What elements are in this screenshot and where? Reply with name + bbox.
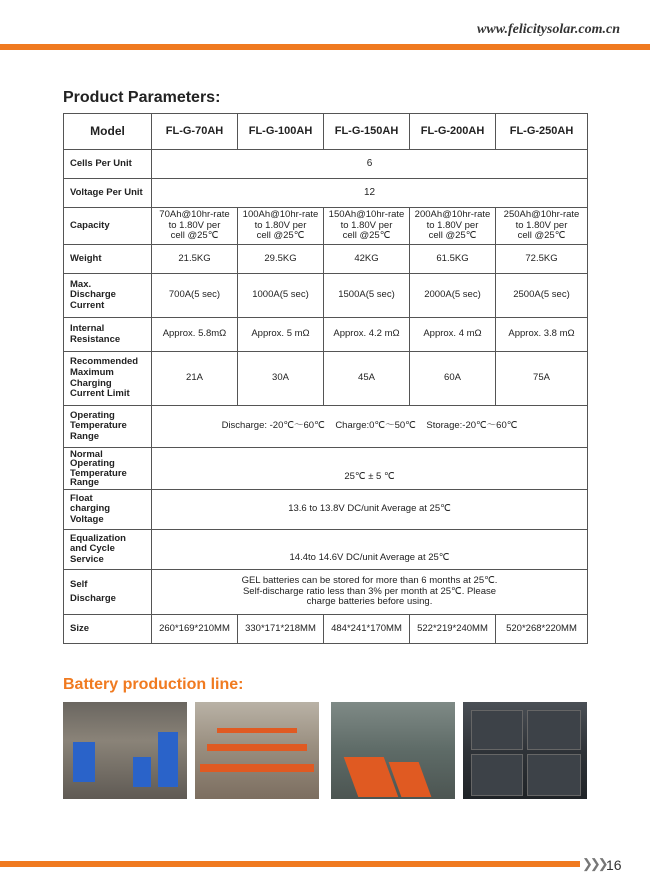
table-row <box>64 448 588 490</box>
cell-line: to 1.80V per <box>426 219 479 231</box>
model-name: FL-G-150AH <box>324 114 410 150</box>
page-number: 16 <box>606 857 622 873</box>
row-label: Cells Per Unit <box>64 150 152 179</box>
charging-cell: 60A <box>410 352 496 406</box>
cell-line: 150Ah@10hr-rate <box>328 209 405 221</box>
cell-line: to 1.80V per <box>168 219 221 231</box>
cell-line: 200Ah@10hr-rate <box>414 209 491 221</box>
cell-line: cell @25℃ <box>517 230 566 242</box>
model-name: FL-G-100AH <box>238 114 324 150</box>
label-line: charging <box>70 503 111 515</box>
model-name: FL-G-70AH <box>152 114 238 150</box>
label-line: Internal <box>70 322 105 334</box>
row-label <box>64 318 152 352</box>
table-row <box>64 274 588 318</box>
row-label <box>64 352 152 406</box>
size-cell: 260*169*210MM <box>152 615 238 644</box>
discharge-cell: 2000A(5 sec) <box>410 274 496 318</box>
cell-line: cell @25℃ <box>256 230 305 242</box>
resistance-cell: Approx. 3.8 mΩ <box>496 318 588 352</box>
factory-photo-assembly-line <box>195 702 319 799</box>
resistance-cell: Approx. 4.2 mΩ <box>324 318 410 352</box>
label-line: Resistance <box>70 333 121 345</box>
voltage-per-unit-value: 12 <box>152 179 588 208</box>
note-line: GEL batteries can be stored for more than 6 months at 25℃. <box>241 575 498 587</box>
row-label: Weight <box>64 245 152 274</box>
factory-photo-workers <box>63 702 187 799</box>
normal-temperature-value: 25℃ ± 5 ℃ <box>152 448 588 490</box>
cell-line: 70Ah@10hr-rate <box>159 209 230 221</box>
row-label: Voltage Per Unit <box>64 179 152 208</box>
label-line: Operating <box>70 409 115 421</box>
table-row <box>64 245 588 274</box>
weight-cell: 21.5KG <box>152 245 238 274</box>
operating-temperature-value: Discharge: -20℃～60℃ Charge:0℃～50℃ Storage:-20℃～60℃ <box>152 406 588 448</box>
table-row <box>64 114 588 150</box>
resistance-cell: Approx. 5.8mΩ <box>152 318 238 352</box>
cell-line: to 1.80V per <box>340 219 393 231</box>
label-line: Current Limit <box>70 388 130 400</box>
resistance-cell: Approx. 4 mΩ <box>410 318 496 352</box>
cell-line: 250Ah@10hr-rate <box>503 209 580 221</box>
model-name: FL-G-250AH <box>496 114 588 150</box>
table-row <box>64 318 588 352</box>
cell-line: to 1.80V per <box>254 219 307 231</box>
label-line: Charging <box>70 377 112 389</box>
product-parameters-table <box>63 113 588 644</box>
bottom-accent-bar <box>0 861 580 867</box>
label-line: Max. <box>70 278 92 290</box>
label-line: and Cycle <box>70 543 115 555</box>
model-name: FL-G-200AH <box>410 114 496 150</box>
table-row <box>64 615 588 644</box>
float-charging-value: 13.6 to 13.8V DC/unit Average at 25℃ <box>152 490 588 530</box>
label-line: Float <box>70 492 93 504</box>
table-row <box>64 570 588 615</box>
label-line: Discharge <box>70 289 116 301</box>
table-row <box>64 406 588 448</box>
label-line: Recommended <box>70 356 139 368</box>
charging-cell: 75A <box>496 352 588 406</box>
table-row <box>64 530 588 570</box>
size-cell: 330*171*218MM <box>238 615 324 644</box>
row-label: Capacity <box>64 208 152 245</box>
factory-photo-conveyor <box>331 702 455 799</box>
label-line: Operating <box>70 458 115 469</box>
charging-cell: 21A <box>152 352 238 406</box>
weight-cell: 72.5KG <box>496 245 588 274</box>
capacity-cell <box>324 208 410 245</box>
discharge-cell: 2500A(5 sec) <box>496 274 588 318</box>
row-label <box>64 530 152 570</box>
label-line: Normal <box>70 448 103 460</box>
size-cell: 522*219*240MM <box>410 615 496 644</box>
website-url: www.felicitysolar.com.cn <box>477 22 620 37</box>
weight-cell: 29.5KG <box>238 245 324 274</box>
factory-photo-batteries <box>463 702 587 799</box>
label-line: Current <box>70 299 105 311</box>
size-cell: 520*268*220MM <box>496 615 588 644</box>
table-row <box>64 208 588 245</box>
cell-line: 100Ah@10hr-rate <box>242 209 319 221</box>
label-line: Service <box>70 553 104 565</box>
note-line: charge batteries before using. <box>306 596 433 608</box>
capacity-cell <box>410 208 496 245</box>
self-discharge-value <box>152 570 588 615</box>
row-label <box>64 490 152 530</box>
note-line: Self-discharge ratio less than 3% per month at 25℃. Please <box>242 585 497 597</box>
chevrons-icon: ❯❯❯ <box>582 856 606 871</box>
weight-cell: 61.5KG <box>410 245 496 274</box>
row-label: Size <box>64 615 152 644</box>
cell-line: cell @25℃ <box>170 230 219 242</box>
table-row <box>64 150 588 179</box>
label-line: Self <box>70 578 88 590</box>
label-line: Maximum <box>70 366 114 378</box>
capacity-cell <box>152 208 238 245</box>
cell-line: cell @25℃ <box>428 230 477 242</box>
label-line: Temperature <box>70 420 127 432</box>
discharge-cell: 1500A(5 sec) <box>324 274 410 318</box>
row-label <box>64 448 152 490</box>
top-accent-bar <box>0 44 650 50</box>
label-line: Discharge <box>70 592 116 604</box>
cell-line: cell @25℃ <box>342 230 391 242</box>
size-cell: 484*241*170MM <box>324 615 410 644</box>
charging-cell: 45A <box>324 352 410 406</box>
production-line-title: Battery production line: <box>63 676 244 693</box>
label-line: Voltage <box>70 513 104 525</box>
row-label <box>64 406 152 448</box>
label-line: Range <box>70 430 100 442</box>
weight-cell: 42KG <box>324 245 410 274</box>
row-label <box>64 570 152 615</box>
table-row <box>64 352 588 406</box>
capacity-cell <box>496 208 588 245</box>
table-row <box>64 179 588 208</box>
row-label <box>64 274 152 318</box>
cells-per-unit-value: 6 <box>152 150 588 179</box>
label-line: Range <box>70 477 100 488</box>
label-line: Temperature <box>70 467 127 479</box>
label-line: Equalization <box>70 532 126 544</box>
discharge-cell: 700A(5 sec) <box>152 274 238 318</box>
equalization-value: 14.4to 14.6V DC/unit Average at 25℃ <box>152 530 588 570</box>
model-header: Model <box>64 114 152 150</box>
cell-line: to 1.80V per <box>515 219 568 231</box>
discharge-cell: 1000A(5 sec) <box>238 274 324 318</box>
resistance-cell: Approx. 5 mΩ <box>238 318 324 352</box>
section-title: Product Parameters: <box>63 89 221 106</box>
charging-cell: 30A <box>238 352 324 406</box>
capacity-cell <box>238 208 324 245</box>
table-row <box>64 490 588 530</box>
